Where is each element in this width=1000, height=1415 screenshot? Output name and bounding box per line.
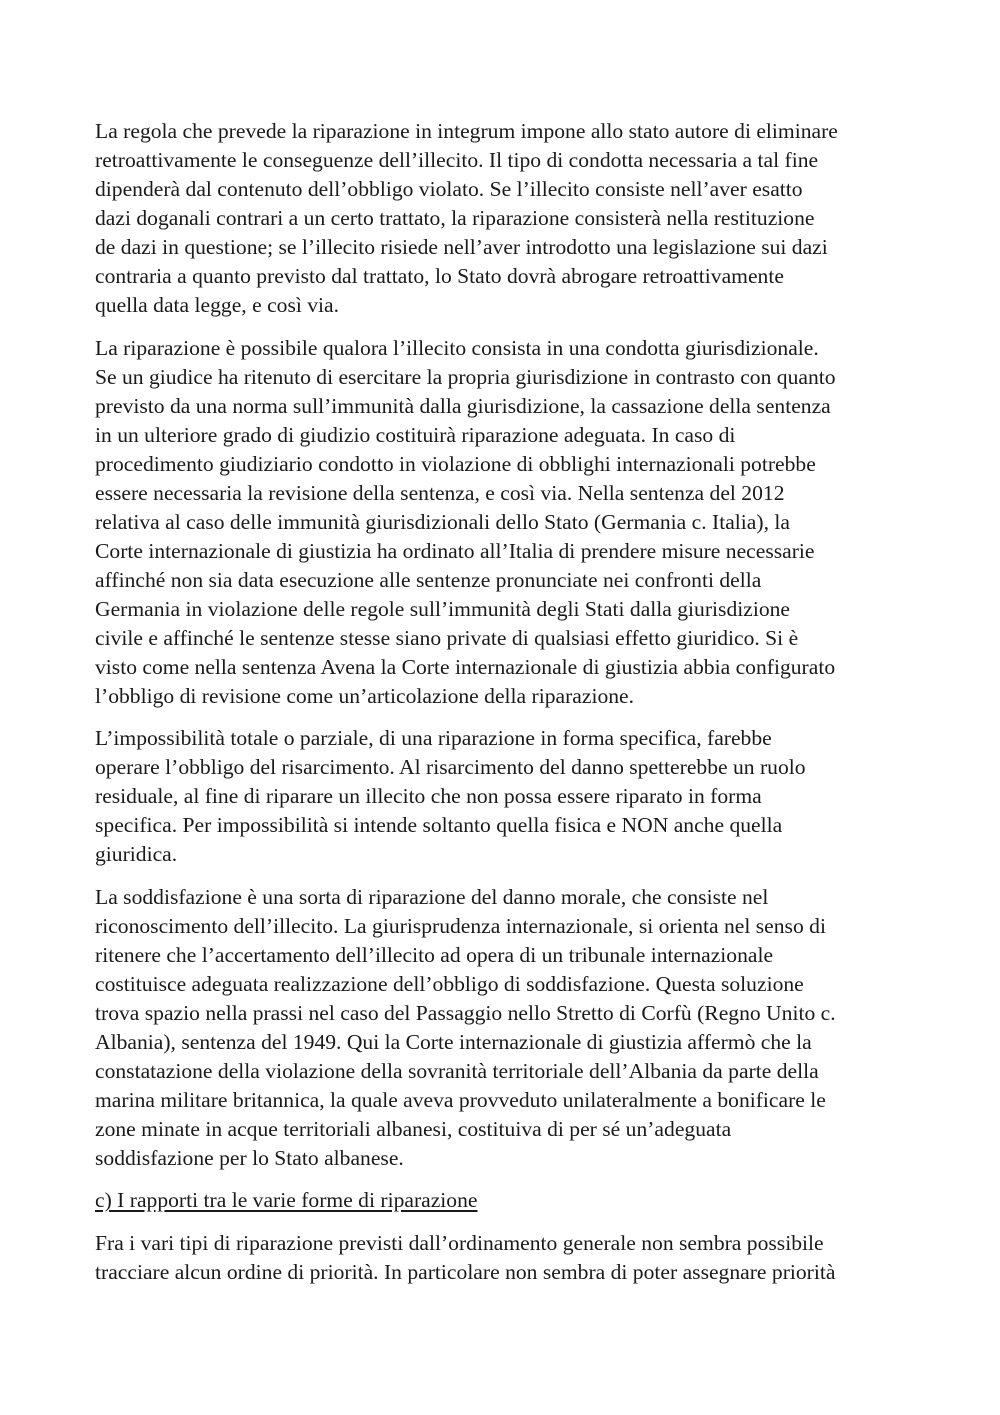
document-page	[95, 117, 925, 1300]
paragraph-impossibilita-risarcimento: L’impossibilità totale o parziale, di una riparazione in forma specifica, farebbe operare l’obbligo del risarcimento. Al risarcimento del danno spetterebbe un ruolo residuale, al fine di riparare un illecito che non possa essere riparato in forma specifica. Per impossibilità si intende soltanto quella fisica e NON anche quella giuridica.	[95, 726, 806, 866]
paragraph-restitutio-in-integrum: La regola che prevede la riparazione in integrum impone allo stato autore di eliminare retroattivamente le conseguenze dell’illecito. Il tipo di condotta necessaria a tal fine dipenderà dal contenuto dell’obbligo violato. Se l’illecito consiste nell’aver esatto dazi doganali contrari a un certo trattato, la riparazione consisterà nella restituzione de dazi in questione; se l’illecito risiede nell’aver introdotto una legislazione sui dazi contraria a quanto previsto dal trattato, lo Stato dovrà abrogare retroattivamente quella data legge, e così via.	[95, 119, 838, 317]
paragraph-riparazione-giurisdizionale: La riparazione è possibile qualora l’illecito consista in una condotta giurisdizionale. Se un giudice ha ritenuto di esercitare la propria giurisdizione in contrasto con quanto previsto da una norma sull’immunità dalla giurisdizione, la cassazione della sentenza in un ulteriore grado di giudizio costituirà riparazione adeguata. In caso di procedimento giudiziario condotto in violazione di obblighi internazionali potrebbe essere necessaria la revisione della sentenza, e così via. Nella sentenza del 2012 relativa al caso delle immunità giurisdizionali dello Stato (Germania c. Italia), la Corte internazionale di giustizia ha ordinato all’Italia di prendere misure necessarie affinché non sia data esecuzione alle sentenze pronunciate nei confronti della Germania in violazione delle regole sull’immunità degli Stati dalla giurisdizione civile e affinché le sentenze stesse siano private di qualsiasi effetto giuridico. Si è visto come nella sentenza Avena la Corte internazionale di giustizia abbia configurato l’obbligo di revisione come un’articolazione della riparazione.	[95, 335, 836, 708]
paragraph-rapporti-riparazione: Fra i vari tipi di riparazione previsti dall’ordinamento generale non sembra possibile tracciare alcun ordine di priorità. In particolare non sembra di poter assegnare priorità	[95, 1230, 836, 1284]
paragraph-soddisfazione: La soddisfazione è una sorta di riparazione del danno morale, che consiste nel riconoscimento dell’illecito. La giurisprudenza internazionale, si orienta nel senso di ritenere che l’accertamento dell’illecito ad opera di un tribunale internazionale costituisce adeguata realizzazione dell’obbligo di soddisfazione. Questa soluzione trova spazio nella prassi nel caso del Passaggio nello Stretto di Corfù (Regno Unito c. Albania), sentenza del 1949. Qui la Corte internazionale di giustizia affermò che la constatazione della violazione della sovranità territoriale dell’Albania da parte della marina militare britannica, la quale aveva provveduto unilateralmente a bonificare le zone minate in acque territoriali albanesi, costituiva di per sé un’adeguata soddisfazione per lo Stato albanese.	[95, 884, 836, 1170]
section-heading: c) I rapporti tra le varie forme di riparazione	[95, 1188, 478, 1212]
